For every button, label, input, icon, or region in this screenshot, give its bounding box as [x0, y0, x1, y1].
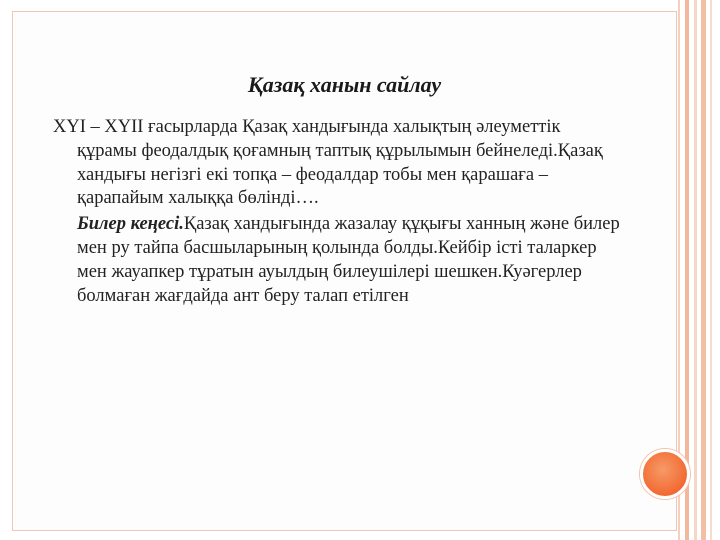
paragraph-social-structure: XYI – XYII ғасырларда Қазақ хандығында халықтың әлеуметтік құрамы феодалдық қоғамның таптық құрылымын бейнеледі.Қазақ хандығы негізгі екі топқа – феодалдар тобы мен қарашаға – қарапайым халыққа бөлінді…. [53, 117, 603, 209]
stripe [694, 0, 697, 540]
stripe [701, 0, 706, 540]
paragraph-council-of-biys [53, 213, 623, 308]
council-heading: Билер кеңесі. [77, 214, 184, 235]
council-text: Қазақ хандығында жазалау құқығы ханның және билер мен ру тайпа басшыларының қолында болды.Кейбір істі таларкер мен жауапкер тұратын ауылдың билеушілері шешкен.Куәгерлер болмаған жағдайда ант беру талап етілген [77, 214, 620, 306]
slide-title: Қазақ ханын сайлау [247, 72, 442, 97]
content-frame [12, 11, 677, 531]
orange-circle-decoration [640, 449, 690, 499]
slide-body [53, 116, 623, 308]
stripe [710, 0, 712, 540]
